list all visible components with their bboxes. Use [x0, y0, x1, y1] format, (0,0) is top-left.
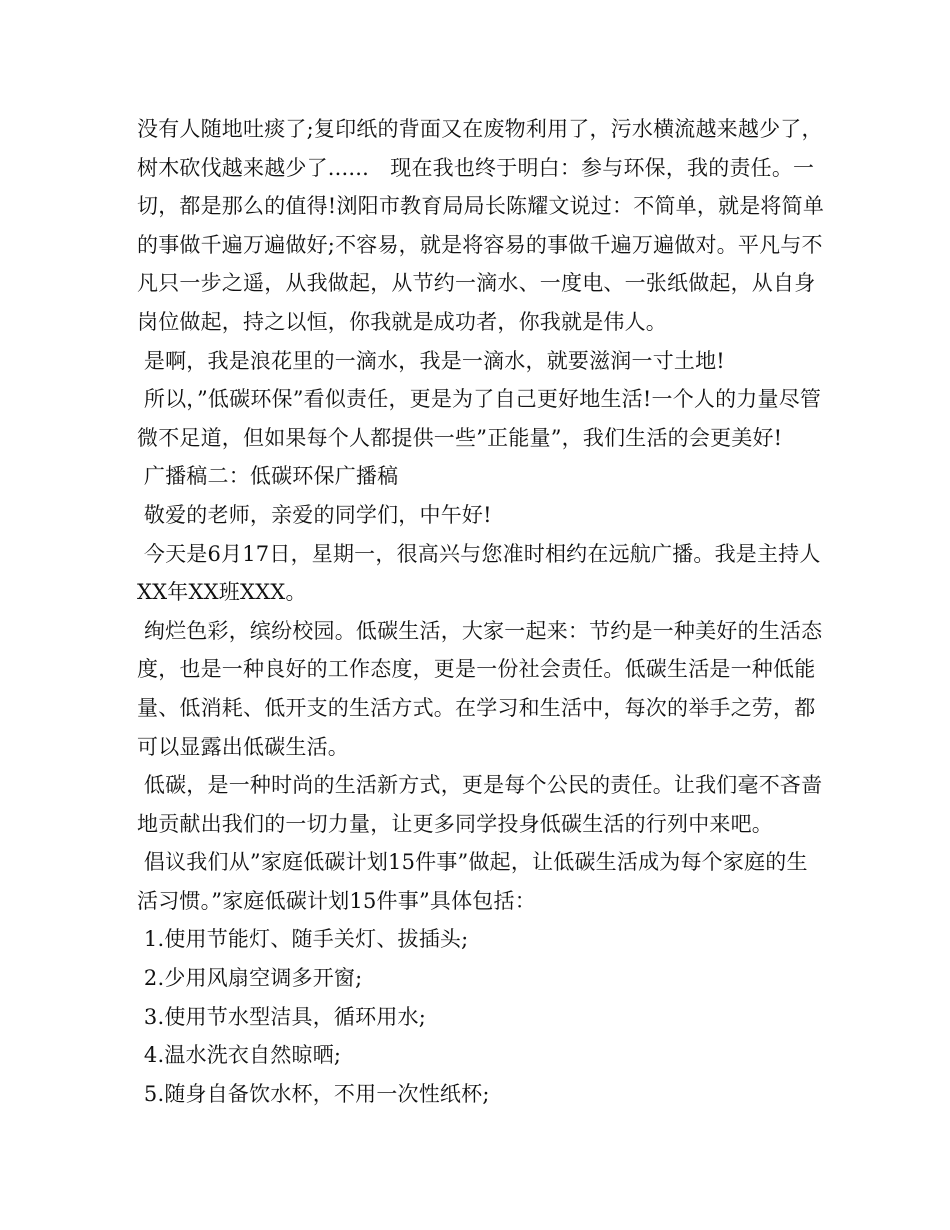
- paragraph-date-host: 今天是6月17日，星期一，很高兴与您准时相约在远航广播。我是主持人XX年XX班XXX。: [137, 541, 821, 605]
- paragraph-positive-energy: 所以，”低碳环保”看似责任，更是为了自己更好地生活!一个人的力量尽管微不足道，但如果每个人都提供一些”正能量”，我们生活的会更美好!: [137, 387, 822, 450]
- list-item: 1.使用节能灯、随手关灯、拔插头;: [137, 927, 469, 952]
- list-item: 5.随身自备饮水杯，不用一次性纸杯;: [137, 1081, 490, 1106]
- paragraph-water-drop: 是啊，我是浪花里的一滴水，我是一滴水，就要滋润一寸土地!: [137, 348, 725, 373]
- paragraph-environment-responsibility: 没有人随地吐痰了;复印纸的背面又在废物利用了，污水横流越来越少了，树木砍伐越来越少了...... 现在我也终于明白：参与环保，我的责任。一切，都是那么的值得!浏阳市教育局局长陈耀文说过：不简单，就是将简单的事做千遍万遍做好;不容易，就是将容易的事做千遍万遍做对。平凡与不凡只一步之遥，从我做起，从节约一滴水、一度电、一张纸做起，从自身岗位做起，持之以恒，你我就是成功者，你我就是伟人。: [137, 117, 825, 334]
- paragraph-initiative: 倡议我们从”家庭低碳计划15件事”做起，让低碳生活成为每个家庭的生活习惯。”家庭低碳计划15件事”具体包括：: [137, 850, 808, 913]
- document-body: [137, 110, 827, 1113]
- list-item: 3.使用节水型洁具，循环用水;: [137, 1004, 427, 1029]
- paragraph-citizen-responsibility: 低碳，是一种时尚的生活新方式，更是每个公民的责任。让我们毫不吝啬地贡献出我们的一切力量，让更多同学投身低碳生活的行列中来吧。: [137, 773, 823, 836]
- section-heading: 广播稿二：低碳环保广播稿: [137, 464, 399, 489]
- list-item: 2.少用风扇空调多开窗;: [137, 966, 363, 991]
- list-item: 4.温水洗衣自然晾晒;: [137, 1043, 342, 1068]
- paragraph-low-carbon-life: 绚烂色彩，缤纷校园。低碳生活，大家一起来：节约是一种美好的生活态度，也是一种良好的工作态度，更是一份社会责任。低碳生活是一种低能量、低消耗、低开支的生活方式。在学习和生活中，每次的举手之劳，都可以显露出低碳生活。: [137, 618, 823, 759]
- paragraph-greeting: 敬爱的老师，亲爱的同学们，中午好!: [137, 502, 492, 527]
